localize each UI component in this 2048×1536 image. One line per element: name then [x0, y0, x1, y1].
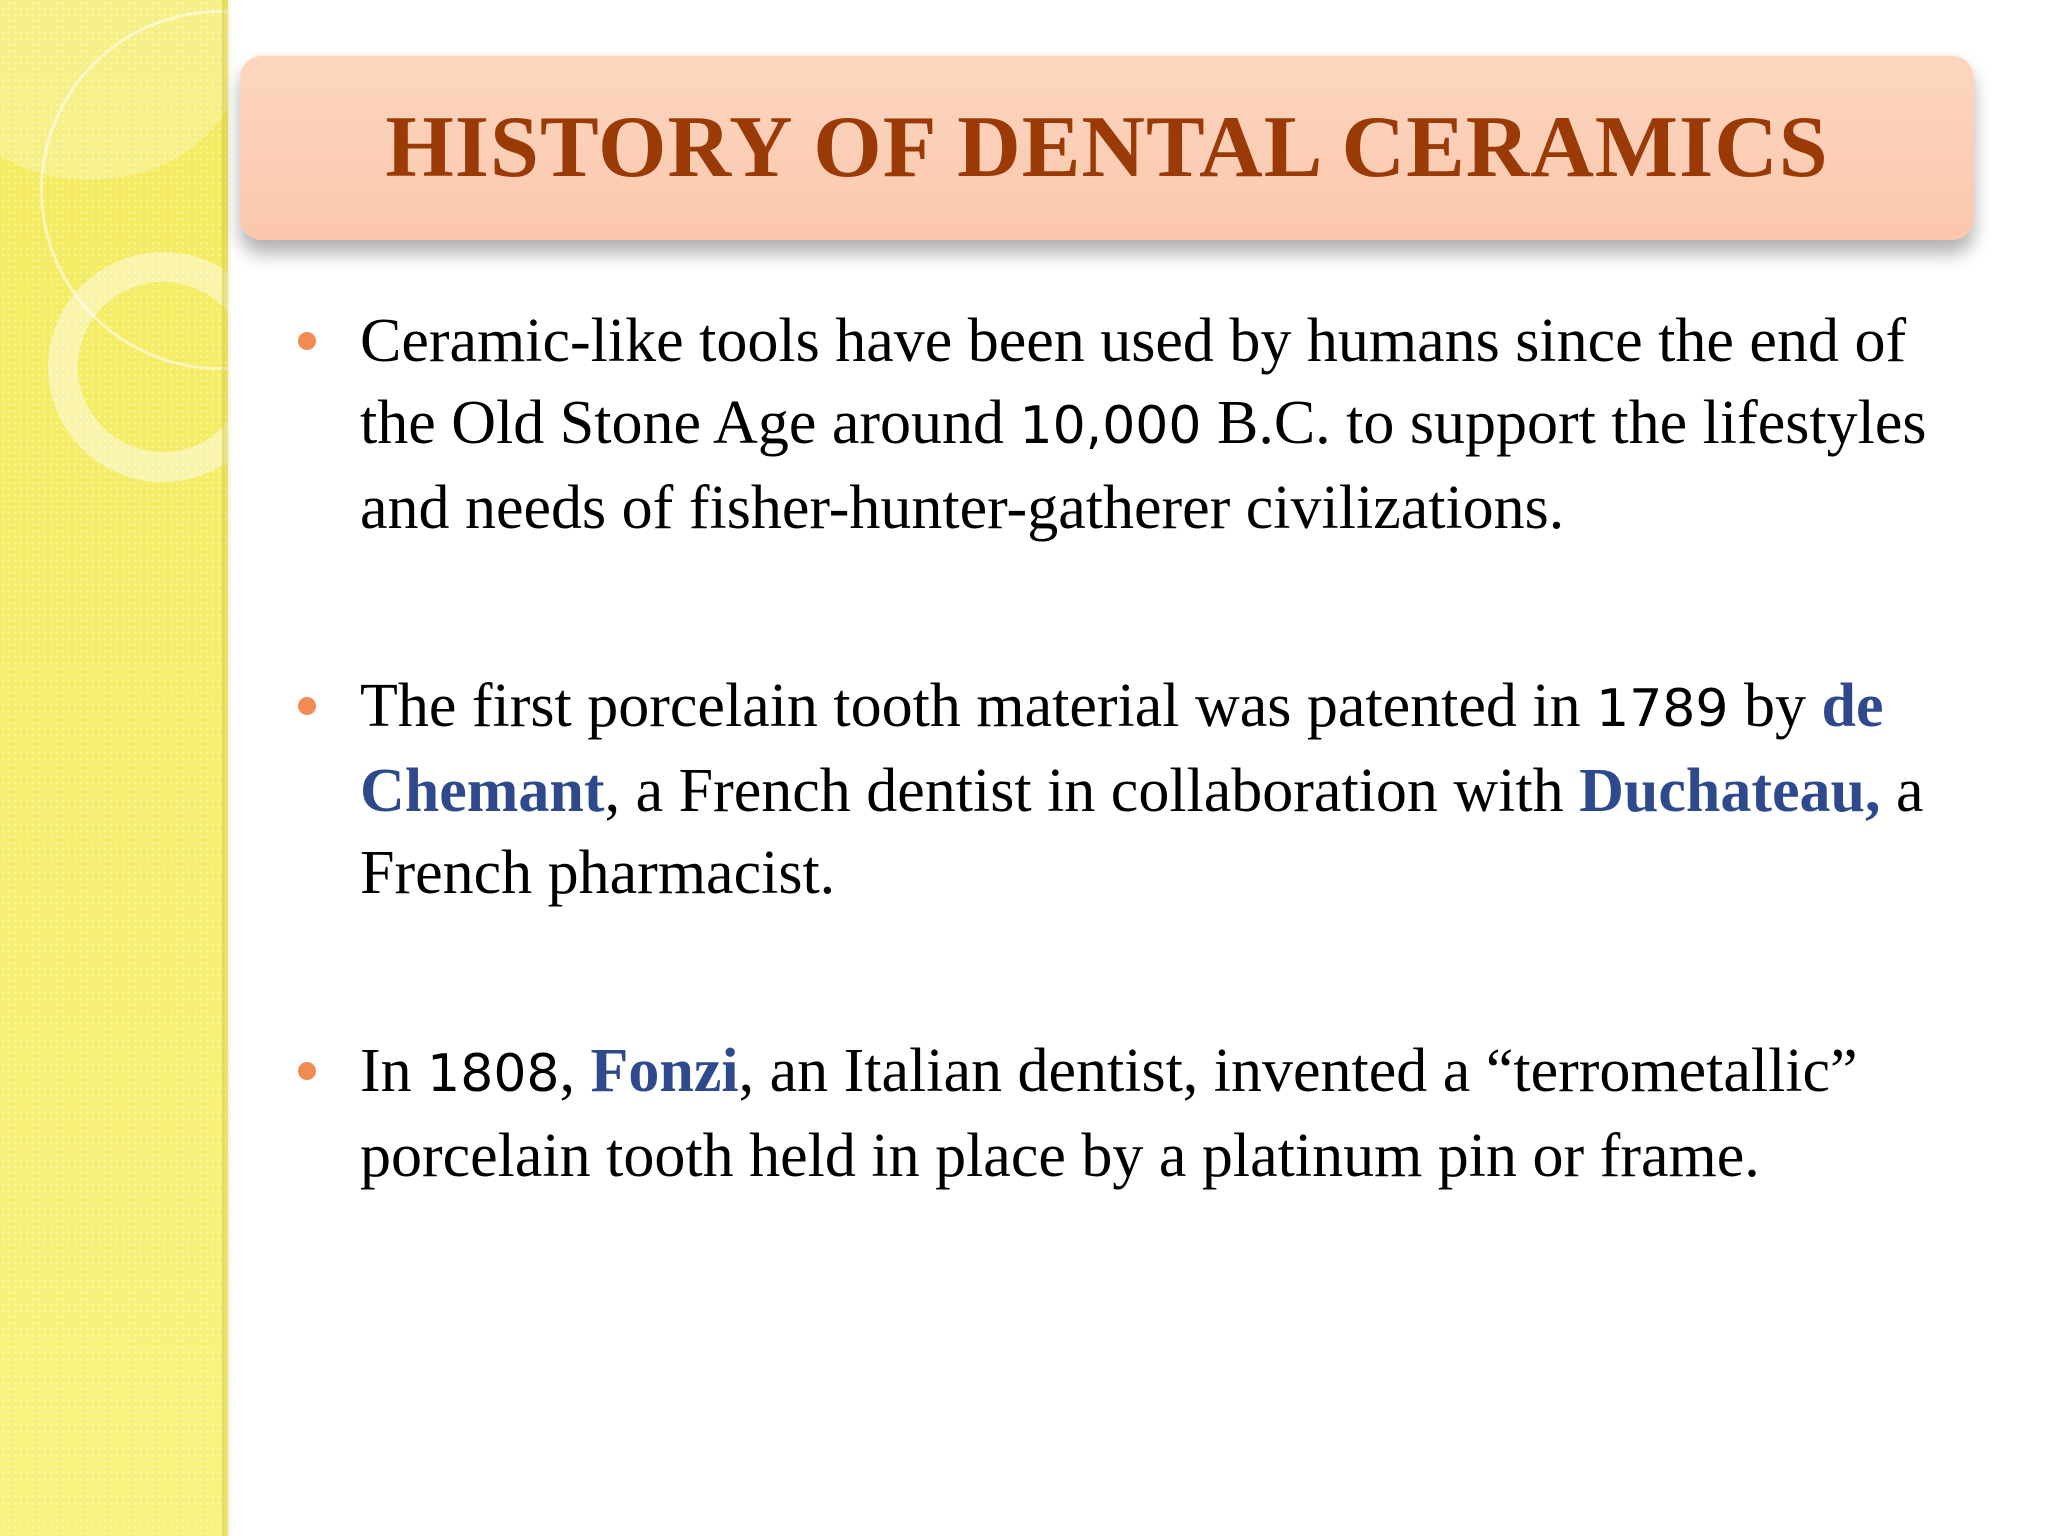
- bullet-list: [292, 300, 1992, 1313]
- year-value: 10,000: [1019, 396, 1202, 456]
- year-value: 1808: [427, 1044, 560, 1104]
- person-name-de-chemant: de Chemant: [360, 672, 1884, 825]
- bullet-text: by: [1728, 672, 1822, 740]
- person-name-duchateau: Duchateau,: [1579, 757, 1881, 825]
- bullet-dot-icon: [298, 697, 316, 715]
- person-name-fonzi: Fonzi: [590, 1037, 739, 1105]
- bullet-text: a French pharmacist.: [360, 757, 1924, 907]
- bullet-text: ,: [559, 1037, 591, 1105]
- bullet-text: The first porcelain tooth material was patented in: [360, 672, 1597, 740]
- bullet-item-first-porcelain: [292, 665, 1992, 914]
- decorative-side-band: [0, 0, 228, 1536]
- bullet-text: , a French dentist in collaboration with: [604, 757, 1580, 825]
- bullet-item-terrometallic: [292, 1030, 1992, 1197]
- title-bar: [240, 54, 1974, 240]
- bullet-text: , an Italian dentist, invented a “terrometallic” porcelain tooth held in place by a platinum pin or frame.: [360, 1037, 1858, 1190]
- bullet-dot-icon: [298, 332, 316, 350]
- slide-title: HISTORY OF DENTAL CERAMICS: [385, 98, 1829, 196]
- side-band-edge: [222, 0, 232, 1536]
- bullet-text: In: [360, 1037, 428, 1105]
- bullet-item-stone-age: [292, 300, 1992, 549]
- bullet-text: B.C. to support the lifestyles and needs of fisher-hunter-gatherer civilizations.: [360, 389, 1927, 542]
- bullet-dot-icon: [298, 1062, 316, 1080]
- year-value: 1789: [1596, 679, 1729, 739]
- bullet-text: Ceramic-like tools have been used by humans since the end of the Old Stone Age around: [360, 307, 1907, 457]
